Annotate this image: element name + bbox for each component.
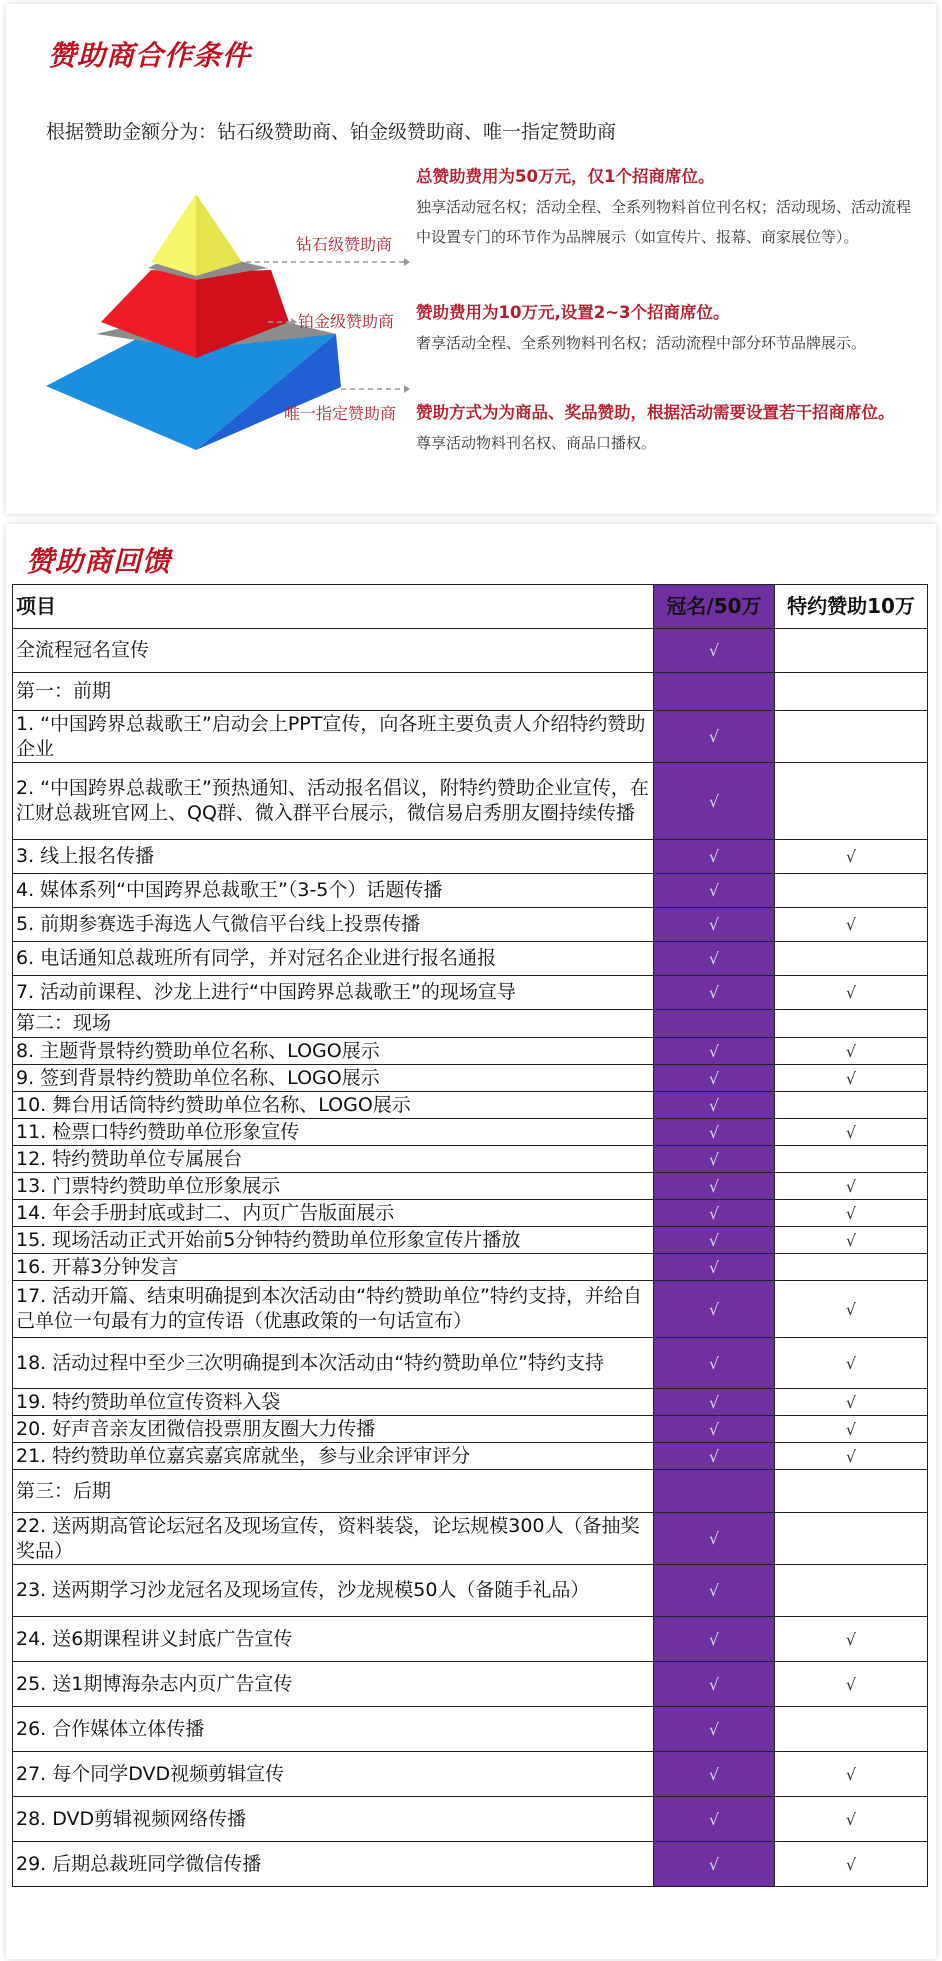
row-special-sponsor-mark: √ bbox=[775, 1416, 928, 1443]
row-title-sponsor-mark: √ bbox=[654, 1146, 775, 1173]
row-item-text: 4. 媒体系列“中国跨界总裁歌王”（3-5个）话题传播 bbox=[13, 874, 654, 908]
row-title-sponsor-mark: √ bbox=[654, 711, 775, 763]
row-special-sponsor-mark: √ bbox=[775, 1173, 928, 1200]
sponsor-feedback-card bbox=[6, 524, 936, 1959]
pyramid-tier-diamond bbox=[151, 194, 196, 276]
table-row bbox=[13, 1797, 928, 1842]
row-title-sponsor-mark: √ bbox=[654, 1092, 775, 1119]
row-item-text: 27. 每个同学DVD视频剪辑宣传 bbox=[13, 1752, 654, 1797]
section-title-conditions: 赞助商合作条件 bbox=[48, 39, 252, 72]
row-special-sponsor-mark: √ bbox=[775, 1119, 928, 1146]
table-row bbox=[13, 1707, 928, 1752]
table-row bbox=[13, 711, 928, 763]
row-item-text: 6. 电话通知总裁班所有同学，并对冠名企业进行报名通报 bbox=[13, 942, 654, 976]
row-title-sponsor-mark bbox=[654, 1470, 775, 1513]
table-header-row bbox=[13, 585, 928, 629]
row-special-sponsor-mark bbox=[775, 874, 928, 908]
row-special-sponsor-mark bbox=[775, 1092, 928, 1119]
row-item-text: 18. 活动过程中至少三次明确提到本次活动由“特约赞助单位”特约支持 bbox=[13, 1338, 654, 1389]
sponsor-conditions-card bbox=[6, 4, 936, 514]
row-special-sponsor-mark: √ bbox=[775, 840, 928, 874]
table-row bbox=[13, 840, 928, 874]
row-item-text: 9. 签到背景特约赞助单位名称、LOGO展示 bbox=[13, 1065, 654, 1092]
row-title-sponsor-mark: √ bbox=[654, 1842, 775, 1887]
table-row bbox=[13, 1513, 928, 1565]
table-row bbox=[13, 1146, 928, 1173]
row-item-text: 20. 好声音亲友团微信投票朋友圈大力传播 bbox=[13, 1416, 654, 1443]
tier-desc-platinum bbox=[416, 298, 916, 358]
row-title-sponsor-mark: √ bbox=[654, 1119, 775, 1146]
row-item-text: 第二：现场 bbox=[13, 1010, 654, 1038]
table-row bbox=[13, 976, 928, 1010]
row-title-sponsor-mark: √ bbox=[654, 763, 775, 840]
row-title-sponsor-mark: √ bbox=[654, 1662, 775, 1707]
row-title-sponsor-mark: √ bbox=[654, 1707, 775, 1752]
table-row bbox=[13, 1281, 928, 1338]
row-special-sponsor-mark: √ bbox=[775, 1338, 928, 1389]
row-item-text: 1. “中国跨界总裁歌王”启动会上PPT宣传，向各班主要负责人介绍特约赞助企业 bbox=[13, 711, 654, 763]
section-title-feedback: 赞助商回馈 bbox=[26, 545, 172, 578]
row-special-sponsor-mark bbox=[775, 942, 928, 976]
row-special-sponsor-mark: √ bbox=[775, 908, 928, 942]
row-special-sponsor-mark bbox=[775, 1707, 928, 1752]
table-row bbox=[13, 1173, 928, 1200]
row-title-sponsor-mark: √ bbox=[654, 1416, 775, 1443]
row-title-sponsor-mark: √ bbox=[654, 1617, 775, 1662]
sponsor-tiers-subtitle: 根据赞助金额分为：钻石级赞助商、铂金级赞助商、唯一指定赞助商 bbox=[46, 121, 617, 143]
row-item-text: 3. 线上报名传播 bbox=[13, 840, 654, 874]
row-special-sponsor-mark: √ bbox=[775, 1281, 928, 1338]
row-item-text: 19. 特约赞助单位宣传资料入袋 bbox=[13, 1389, 654, 1416]
row-item-text: 22. 送两期高管论坛冠名及现场宣传，资料装袋，论坛规模300人（备抽奖奖品） bbox=[13, 1513, 654, 1565]
row-special-sponsor-mark bbox=[775, 1010, 928, 1038]
table-row bbox=[13, 1227, 928, 1254]
tier-head-unique: 赞助方式为为商品、奖品赞助，根据活动需要设置若干招商席位。 bbox=[416, 403, 895, 422]
row-title-sponsor-mark: √ bbox=[654, 629, 775, 673]
sponsor-feedback-table bbox=[12, 584, 928, 1887]
row-title-sponsor-mark: √ bbox=[654, 942, 775, 976]
tier-desc-unique bbox=[416, 398, 916, 458]
row-special-sponsor-mark: √ bbox=[775, 1227, 928, 1254]
table-row bbox=[13, 1842, 928, 1887]
table-row bbox=[13, 1565, 928, 1617]
tier-label-diamond: 钻石级赞助商 bbox=[296, 235, 393, 254]
row-special-sponsor-mark: √ bbox=[775, 1662, 928, 1707]
table-row bbox=[13, 1416, 928, 1443]
row-title-sponsor-mark: √ bbox=[654, 1752, 775, 1797]
tier-body-diamond: 独享活动冠名权；活动全程、全系列物料首位刊名权；活动现场、活动流程中设置专门的环节作为品牌展示（如宣传片、报幕、商家展位等）。 bbox=[416, 198, 912, 246]
row-special-sponsor-mark: √ bbox=[775, 1389, 928, 1416]
table-row bbox=[13, 673, 928, 711]
table-row bbox=[13, 1010, 928, 1038]
table-row bbox=[13, 1389, 928, 1416]
row-title-sponsor-mark: √ bbox=[654, 1254, 775, 1281]
table-row bbox=[13, 1470, 928, 1513]
row-item-text: 21. 特约赞助单位嘉宾嘉宾席就坐，参与业余评审评分 bbox=[13, 1443, 654, 1470]
table-row bbox=[13, 1443, 928, 1470]
tier-head-platinum: 赞助费用为10万元,设置2~3个招商席位。 bbox=[416, 303, 730, 322]
row-title-sponsor-mark: √ bbox=[654, 1389, 775, 1416]
row-item-text: 26. 合作媒体立体传播 bbox=[13, 1707, 654, 1752]
row-special-sponsor-mark: √ bbox=[775, 1617, 928, 1662]
row-title-sponsor-mark: √ bbox=[654, 840, 775, 874]
row-title-sponsor-mark: √ bbox=[654, 874, 775, 908]
row-title-sponsor-mark bbox=[654, 1010, 775, 1038]
table-row bbox=[13, 942, 928, 976]
header-item: 项目 bbox=[13, 585, 654, 629]
table-row bbox=[13, 1092, 928, 1119]
row-item-text: 15. 现场活动正式开始前5分钟特约赞助单位形象宣传片播放 bbox=[13, 1227, 654, 1254]
row-title-sponsor-mark: √ bbox=[654, 1565, 775, 1617]
header-special-sponsor: 特约赞助10万 bbox=[775, 585, 928, 629]
row-title-sponsor-mark bbox=[654, 673, 775, 711]
table-row bbox=[13, 1662, 928, 1707]
row-title-sponsor-mark: √ bbox=[654, 1443, 775, 1470]
tier-label-platinum: 铂金级赞助商 bbox=[298, 312, 395, 331]
row-title-sponsor-mark: √ bbox=[654, 1338, 775, 1389]
row-item-text: 2. “中国跨界总裁歌王”预热通知、活动报名倡议，附特约赞助企业宣传，在江财总裁班官网上、QQ群、微入群平台展示，微信易启秀朋友圈持续传播 bbox=[13, 763, 654, 840]
table-row bbox=[13, 874, 928, 908]
table-row bbox=[13, 629, 928, 673]
row-special-sponsor-mark: √ bbox=[775, 1842, 928, 1887]
row-special-sponsor-mark bbox=[775, 1254, 928, 1281]
row-special-sponsor-mark bbox=[775, 673, 928, 711]
tier-body-unique: 尊享活动物料刊名权、商品口播权。 bbox=[416, 434, 657, 452]
row-title-sponsor-mark: √ bbox=[654, 908, 775, 942]
row-special-sponsor-mark: √ bbox=[775, 1038, 928, 1065]
row-special-sponsor-mark: √ bbox=[775, 1200, 928, 1227]
row-special-sponsor-mark bbox=[775, 711, 928, 763]
row-item-text: 28. DVD剪辑视频网络传播 bbox=[13, 1797, 654, 1842]
row-title-sponsor-mark: √ bbox=[654, 1227, 775, 1254]
row-title-sponsor-mark: √ bbox=[654, 1173, 775, 1200]
row-title-sponsor-mark: √ bbox=[654, 1200, 775, 1227]
row-item-text: 24. 送6期课程讲义封底广告宣传 bbox=[13, 1617, 654, 1662]
tier-body-platinum: 奢享活动全程、全系列物料刊名权；活动流程中部分环节品牌展示。 bbox=[416, 334, 867, 352]
table-row bbox=[13, 1038, 928, 1065]
row-special-sponsor-mark bbox=[775, 1513, 928, 1565]
row-special-sponsor-mark bbox=[775, 1470, 928, 1513]
row-item-text: 14. 年会手册封底或封二、内页广告版面展示 bbox=[13, 1200, 654, 1227]
row-item-text: 25. 送1期博海杂志内页广告宣传 bbox=[13, 1662, 654, 1707]
row-item-text: 第三：后期 bbox=[13, 1470, 654, 1513]
row-item-text: 11. 检票口特约赞助单位形象宣传 bbox=[13, 1119, 654, 1146]
row-special-sponsor-mark: √ bbox=[775, 1443, 928, 1470]
row-item-text: 23. 送两期学习沙龙冠名及现场宣传，沙龙规模50人（备随手礼品） bbox=[13, 1565, 654, 1617]
row-item-text: 13. 门票特约赞助单位形象展示 bbox=[13, 1173, 654, 1200]
row-item-text: 17. 活动开篇、结束明确提到本次活动由“特约赞助单位”特约支持，并给自己单位一句最有力的宣传语（优惠政策的一句话宣布） bbox=[13, 1281, 654, 1338]
row-item-text: 全流程冠名宣传 bbox=[13, 629, 654, 673]
row-title-sponsor-mark: √ bbox=[654, 976, 775, 1010]
table-row bbox=[13, 763, 928, 840]
header-title-sponsor: 冠名/50万 bbox=[654, 585, 775, 629]
row-title-sponsor-mark: √ bbox=[654, 1065, 775, 1092]
row-title-sponsor-mark: √ bbox=[654, 1038, 775, 1065]
row-special-sponsor-mark bbox=[775, 763, 928, 840]
row-title-sponsor-mark: √ bbox=[654, 1513, 775, 1565]
tier-head-diamond: 总赞助费用为50万元，仅1个招商席位。 bbox=[416, 167, 715, 186]
table-row bbox=[13, 1338, 928, 1389]
row-special-sponsor-mark: √ bbox=[775, 1065, 928, 1092]
table-row bbox=[13, 1200, 928, 1227]
table-row bbox=[13, 1617, 928, 1662]
row-special-sponsor-mark: √ bbox=[775, 976, 928, 1010]
row-item-text: 8. 主题背景特约赞助单位名称、LOGO展示 bbox=[13, 1038, 654, 1065]
row-title-sponsor-mark: √ bbox=[654, 1797, 775, 1842]
row-special-sponsor-mark bbox=[775, 1146, 928, 1173]
table-row bbox=[13, 1254, 928, 1281]
row-special-sponsor-mark bbox=[775, 629, 928, 673]
tier-desc-diamond bbox=[416, 162, 916, 252]
table-row bbox=[13, 1065, 928, 1092]
tier-label-unique: 唯一指定赞助商 bbox=[284, 404, 397, 423]
row-item-text: 16. 开幕3分钟发言 bbox=[13, 1254, 654, 1281]
row-item-text: 5. 前期参赛选手海选人气微信平台线上投票传播 bbox=[13, 908, 654, 942]
table-row bbox=[13, 1752, 928, 1797]
pyramid-tier-diamond-side bbox=[196, 194, 242, 276]
row-item-text: 29. 后期总裁班同学微信传播 bbox=[13, 1842, 654, 1887]
row-item-text: 7. 活动前课程、沙龙上进行“中国跨界总裁歌王”的现场宣导 bbox=[13, 976, 654, 1010]
row-special-sponsor-mark bbox=[775, 1565, 928, 1617]
table-row bbox=[13, 908, 928, 942]
row-special-sponsor-mark: √ bbox=[775, 1797, 928, 1842]
row-title-sponsor-mark: √ bbox=[654, 1281, 775, 1338]
row-item-text: 12. 特约赞助单位专属展台 bbox=[13, 1146, 654, 1173]
row-item-text: 10. 舞台用话筒特约赞助单位名称、LOGO展示 bbox=[13, 1092, 654, 1119]
table-row bbox=[13, 1119, 928, 1146]
row-special-sponsor-mark: √ bbox=[775, 1752, 928, 1797]
row-item-text: 第一：前期 bbox=[13, 673, 654, 711]
